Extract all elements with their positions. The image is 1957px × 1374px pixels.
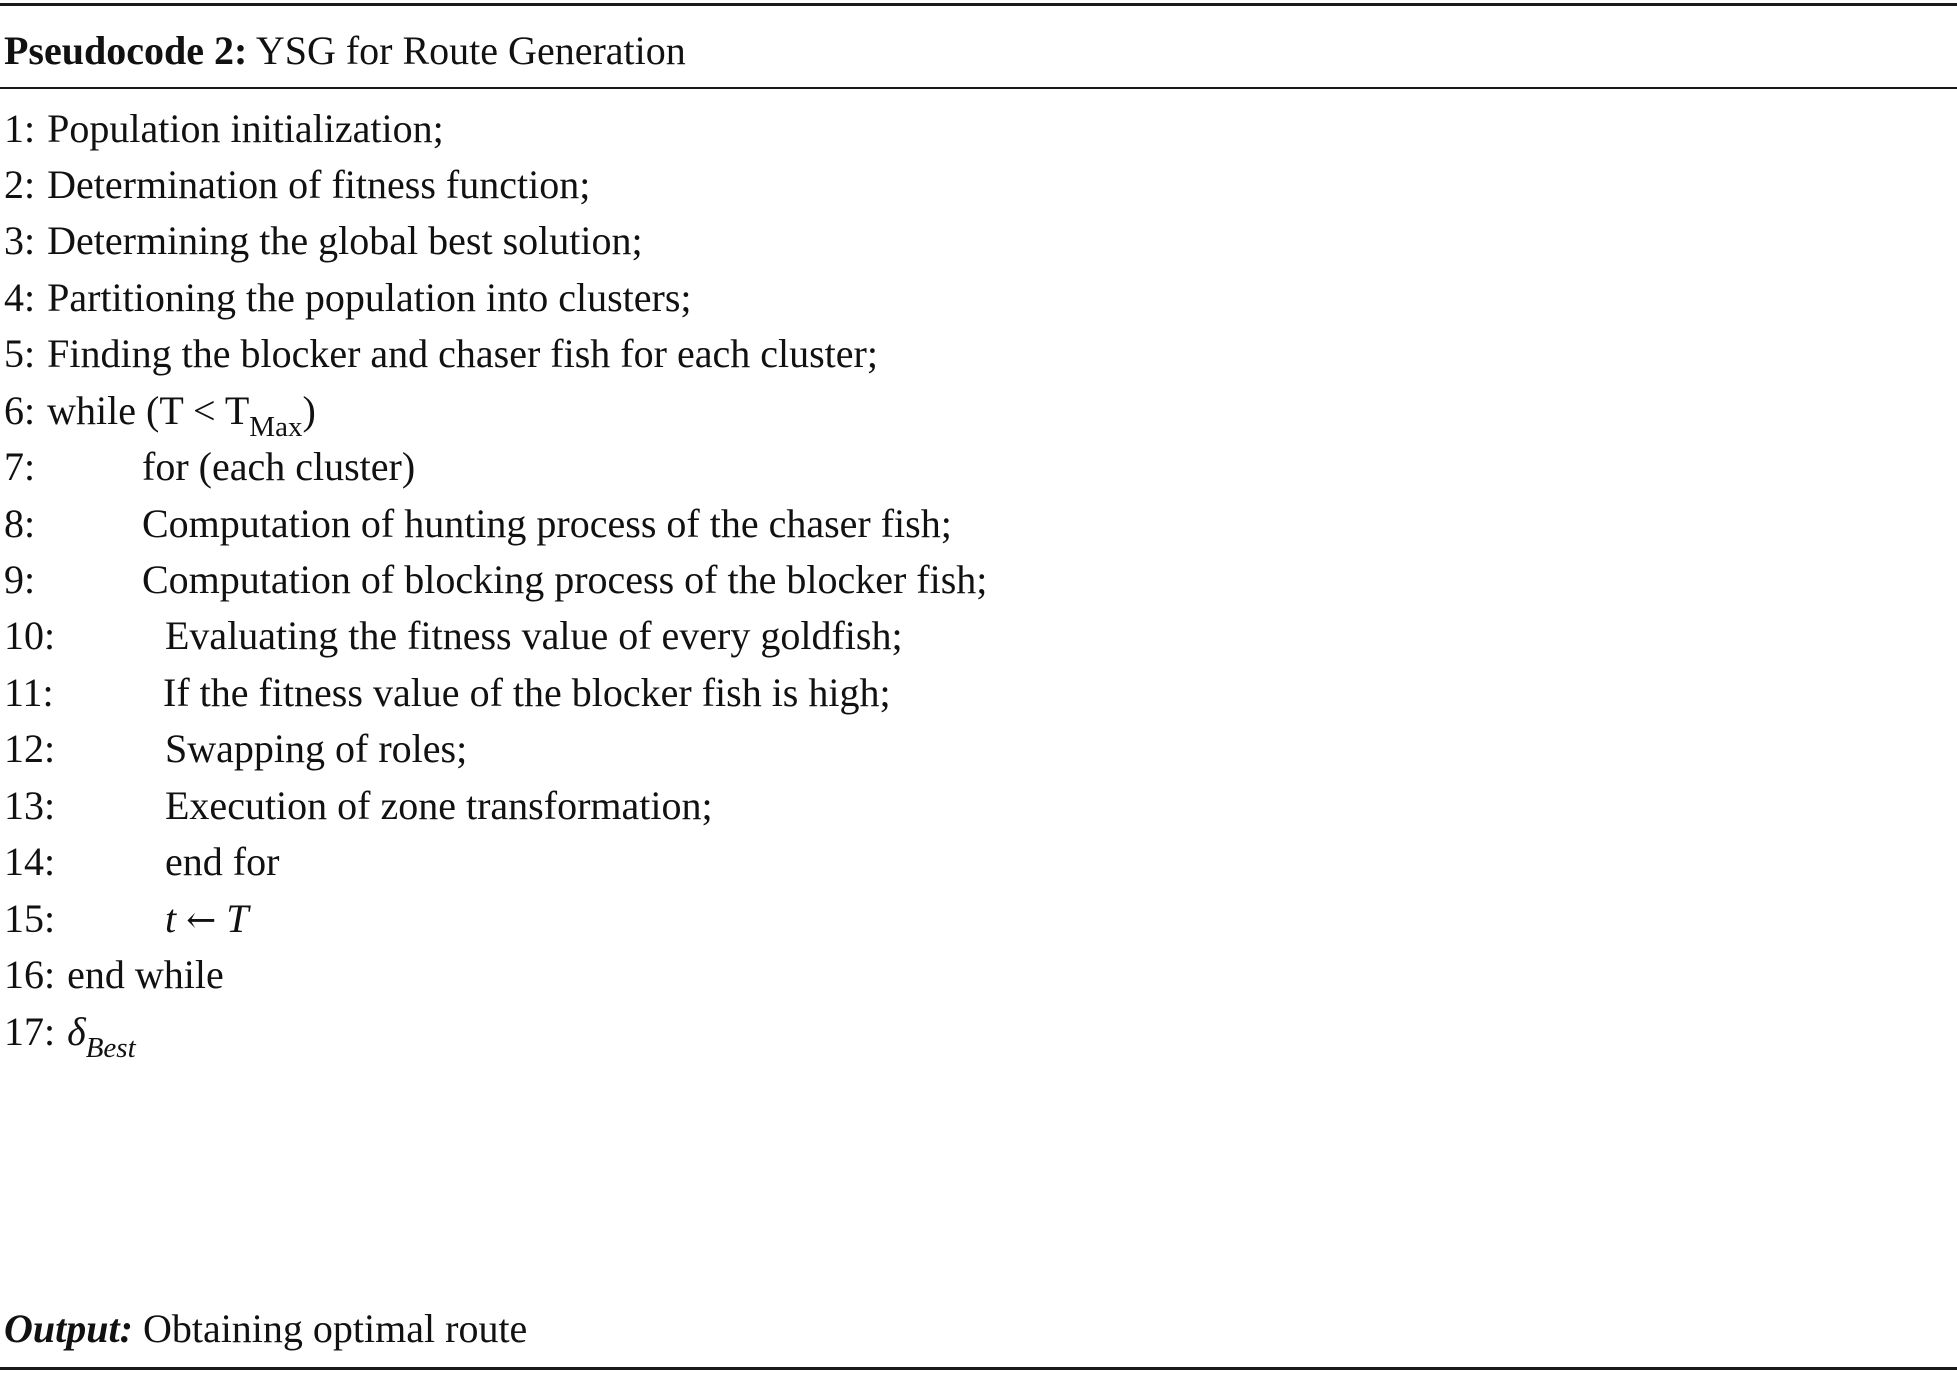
variable-t: t [165, 896, 177, 941]
line-text: end for [165, 839, 280, 884]
code-line-3 [4, 216, 643, 266]
line-text: Partitioning the population into clusters; [47, 275, 692, 320]
line-text: Computation of hunting process of the chaser fish; [142, 501, 952, 546]
line-text: Population initialization; [47, 106, 444, 151]
code-line-15 [4, 894, 249, 944]
while-condition: while (T < T [47, 388, 250, 433]
code-line-6 [4, 386, 316, 443]
closing-paren: ) [302, 388, 316, 433]
code-line-13 [4, 781, 713, 831]
line-number: 17: [4, 1009, 56, 1054]
subscript-max: Max [249, 411, 303, 443]
line-number: 4: [4, 275, 36, 320]
code-line-2 [4, 160, 590, 210]
line-text: Execution of zone transformation; [165, 783, 713, 828]
line-number: 14: [4, 839, 56, 884]
line-number: 2: [4, 162, 36, 207]
line-text: Determining the global best solution; [47, 218, 643, 263]
line-text [67, 1007, 136, 1064]
line-number: 9: [4, 557, 36, 602]
subscript-best: Best [85, 1032, 136, 1064]
line-text: Computation of blocking process of the blocker fish; [142, 557, 988, 602]
line-number: 12: [4, 726, 56, 771]
output-line [4, 1304, 527, 1354]
line-text: Evaluating the fitness value of every goldfish; [165, 613, 903, 658]
code-line-4 [4, 273, 692, 323]
line-number: 11: [4, 670, 54, 715]
line-number: 3: [4, 218, 36, 263]
bottom-rule [0, 1367, 1957, 1370]
code-line-5 [4, 329, 878, 379]
pseudocode-header [4, 26, 686, 76]
line-text: Determination of fitness function; [47, 162, 591, 207]
pseudocode-title: YSG for Route Generation [255, 28, 686, 73]
output-text: Obtaining optimal route [142, 1306, 528, 1351]
line-text: end while [67, 952, 224, 997]
line-text: for (each cluster) [142, 444, 416, 489]
line-number: 16: [4, 952, 56, 997]
code-line-10 [4, 611, 903, 661]
code-line-1 [4, 104, 444, 154]
top-rule [0, 3, 1957, 6]
line-text: If the fitness value of the blocker fish is high; [163, 670, 891, 715]
code-line-7 [4, 442, 415, 492]
line-number: 1: [4, 106, 36, 151]
line-text: Swapping of roles; [165, 726, 468, 771]
line-number: 10: [4, 613, 56, 658]
code-line-12 [4, 724, 467, 774]
code-line-17 [4, 1007, 136, 1064]
variable-T: T [226, 896, 249, 941]
line-number: 8: [4, 501, 36, 546]
code-line-11 [4, 668, 891, 718]
code-line-8 [4, 499, 952, 549]
pseudocode-label: Pseudocode 2: [4, 28, 248, 73]
code-line-9 [4, 555, 987, 605]
code-line-16 [4, 950, 224, 1000]
left-arrow-icon: ← [186, 900, 217, 941]
line-number: 15: [4, 896, 56, 941]
line-number: 6: [4, 388, 36, 433]
line-number: 5: [4, 331, 36, 376]
delta-symbol: δ [67, 1009, 86, 1054]
header-rule [0, 87, 1957, 89]
line-number: 13: [4, 783, 56, 828]
line-text: Finding the blocker and chaser fish for each cluster; [47, 331, 878, 376]
line-text [165, 894, 249, 946]
output-label: Output: [4, 1306, 133, 1351]
code-line-14 [4, 837, 279, 887]
line-text [47, 386, 316, 443]
line-number: 7: [4, 444, 36, 489]
